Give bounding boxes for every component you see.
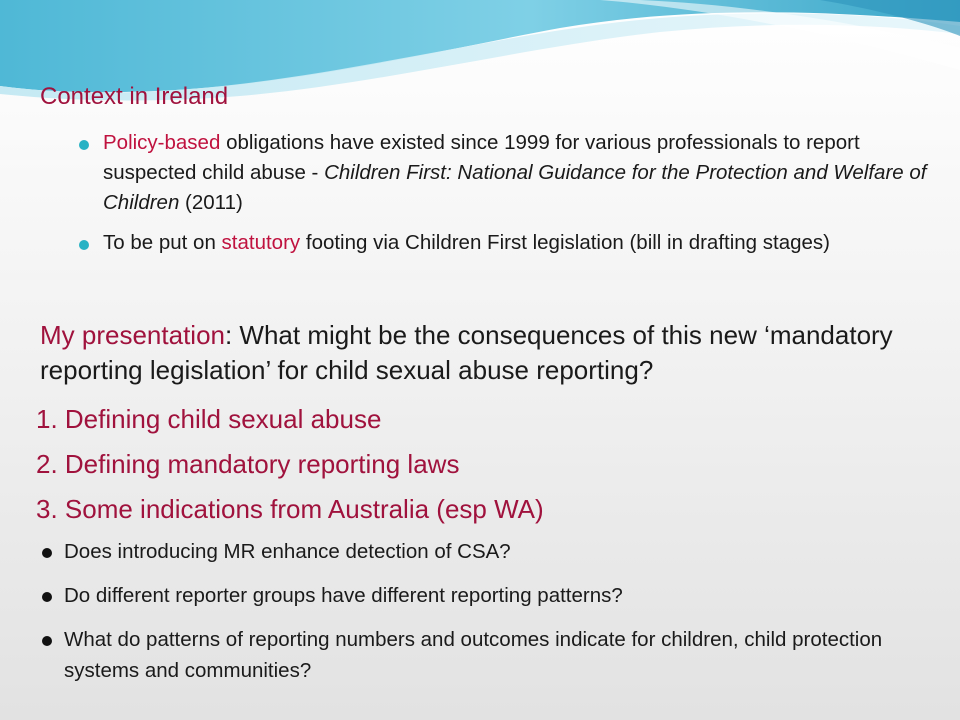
- context-bullet-list: [78, 128, 928, 268]
- bullet-dot-icon: [79, 140, 89, 150]
- bullet-text: statutory: [221, 231, 301, 254]
- context-bullet: [78, 228, 928, 258]
- bullet-text: To be put on: [103, 231, 222, 254]
- bullet-text: footing via Children First legislation (bill in drafting stages): [300, 231, 830, 254]
- question-bullet-list: [42, 536, 922, 699]
- bullet-text: What do patterns of reporting numbers and outcomes indicate for children, child protection systems and communities?: [64, 628, 883, 682]
- bullet-text: obligations have existed since 1999 for various professionals to report suspected child abuse -: [103, 131, 860, 184]
- bullet-text: Does introducing MR enhance detection of CSA?: [64, 540, 511, 563]
- context-bullet: [78, 128, 928, 218]
- presentation-text: : What might be the consequences of this new ‘mandatory reporting legislation’ for child sexual abuse reporting?: [40, 320, 893, 385]
- presentation-question: [40, 318, 920, 388]
- question-bullet: [42, 580, 922, 611]
- bullet-text: Children First: National Guidance for the Protection and Welfare of Children: [103, 161, 927, 214]
- bullet-dot-icon: [42, 548, 52, 558]
- question-bullet: [42, 536, 922, 567]
- bullet-text: (2011): [179, 191, 243, 214]
- numbered-topics: [36, 400, 544, 535]
- bullet-text: Do different reporter groups have different reporting patterns?: [64, 584, 623, 607]
- numbered-topic: 2. Defining mandatory reporting laws: [36, 449, 460, 479]
- presentation-label: My presentation: [40, 320, 225, 350]
- bullet-dot-icon: [79, 240, 89, 250]
- bullet-dot-icon: [42, 636, 52, 646]
- numbered-topic: 1. Defining child sexual abuse: [36, 404, 382, 434]
- numbered-topic: 3. Some indications from Australia (esp WA): [36, 494, 544, 524]
- bullet-dot-icon: [42, 592, 52, 602]
- bullet-text: Policy-based: [103, 131, 221, 154]
- question-bullet: [42, 624, 922, 686]
- context-heading: Context in Ireland: [40, 83, 229, 110]
